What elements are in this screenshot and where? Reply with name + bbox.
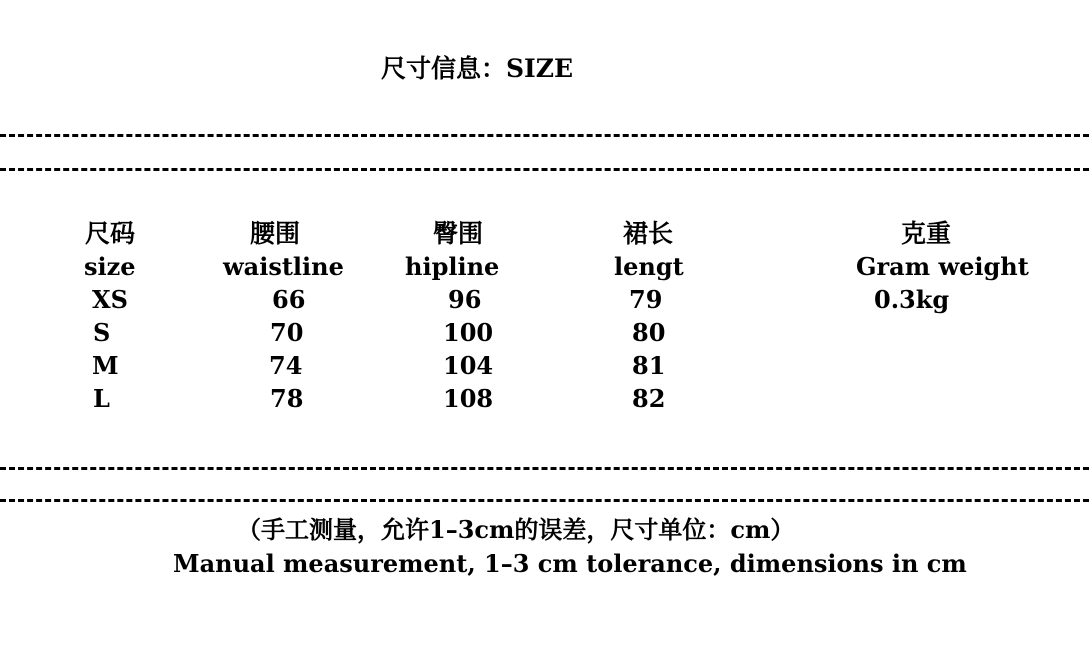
- cell-hipline: 104: [443, 351, 494, 380]
- size-info-title: 尺寸信息：SIZE: [381, 54, 574, 83]
- cell-length: 80: [632, 318, 666, 347]
- cell-waistline: 66: [272, 285, 306, 314]
- header-size-en: size: [84, 252, 136, 281]
- header-gram-weight-en: Gram weight: [856, 252, 1029, 281]
- header-waistline-en: waistline: [223, 252, 344, 281]
- header-length-en: lengt: [614, 252, 684, 281]
- header-hipline-en: hipline: [405, 252, 500, 281]
- dashed-divider-bottom-2: [0, 499, 1089, 502]
- cell-length: 79: [629, 285, 663, 314]
- measurement-note-cn: （手工测量，允许1–3cm的误差，尺寸单位：cm）: [237, 515, 795, 544]
- cell-waistline: 78: [270, 384, 304, 413]
- cell-size: M: [92, 351, 119, 380]
- cell-hipline: 108: [443, 384, 494, 413]
- dashed-divider-bottom-1: [0, 467, 1089, 470]
- cell-size: S: [93, 318, 111, 347]
- cell-size: L: [93, 384, 110, 413]
- cell-length: 82: [632, 384, 666, 413]
- header-waistline-cn: 腰围: [250, 219, 301, 248]
- dashed-divider-top-2: [0, 168, 1089, 171]
- header-size-cn: 尺码: [85, 219, 136, 248]
- measurement-note-en: Manual measurement, 1–3 cm tolerance, dimensions in cm: [173, 549, 967, 578]
- header-length-cn: 裙长: [623, 219, 674, 248]
- cell-hipline: 100: [443, 318, 494, 347]
- header-gram-weight-cn: 克重: [901, 219, 952, 248]
- cell-waistline: 70: [270, 318, 304, 347]
- dashed-divider-top-1: [0, 134, 1089, 137]
- cell-length: 81: [632, 351, 666, 380]
- cell-gram-weight: 0.3kg: [874, 285, 950, 314]
- cell-waistline: 74: [269, 351, 303, 380]
- cell-hipline: 96: [448, 285, 482, 314]
- cell-size: XS: [92, 285, 128, 314]
- header-hipline-cn: 臀围: [433, 219, 484, 248]
